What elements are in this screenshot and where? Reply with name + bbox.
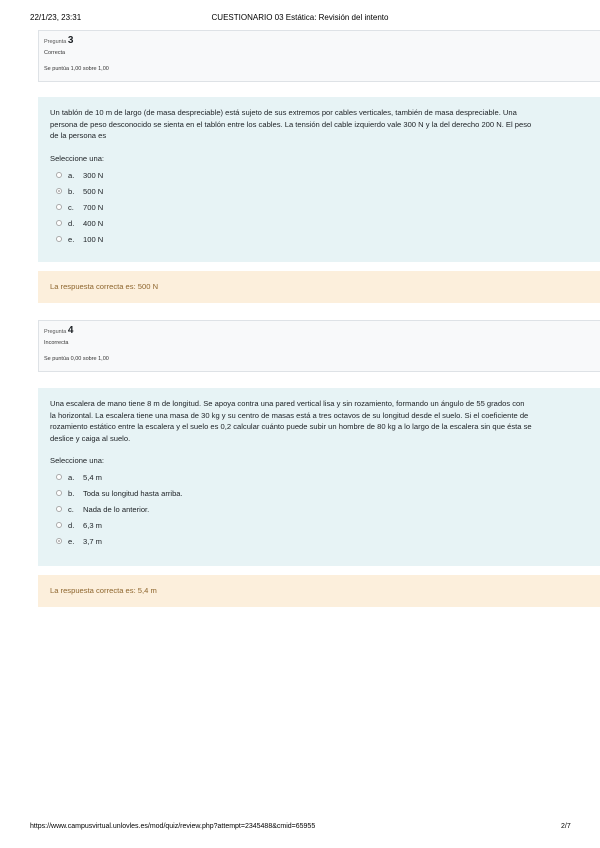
question-text: Una escalera de mano tiene 8 m de longitud. Se apoya contra una pared vertical lisa y sin rozamiento, formando un ángulo de 55 grados con la horizontal. La escalera tiene una masa de 30 kg y su centro de masas está a tres octavos de su longitud desde el suelo. Si el coeficiente de rozamiento estático entre la escalera y el suelo es 0,2 calcular cuánto puede subir un hombre de 80 kg a lo largo de la escalera sin que ésta se deslice y caiga al suelo. xyxy=(50,399,532,443)
answer-option-d[interactable]: d. 400 N xyxy=(50,216,588,232)
answer-option-c[interactable]: c. Nada de lo anterior. xyxy=(50,502,588,518)
question-number: Pregunta 3 xyxy=(44,35,74,46)
radio-button[interactable] xyxy=(56,172,62,178)
question-text: Un tablón de 10 m de largo (de masa despreciable) está sujeto de sus extremos por cables verticales, también de masa despreciable. Una persona de peso desconocido se sienta en el tablón entre los cables. La tensión del cable izquierdo vale 300 N y la del derecho 200 N. El peso de la persona es xyxy=(50,108,532,140)
answer-prompt: Seleccione una: xyxy=(50,456,105,465)
answer-option-e[interactable]: e. 100 N xyxy=(50,232,588,248)
question-info-3 xyxy=(38,30,600,82)
radio-button[interactable] xyxy=(56,474,62,480)
print-date: 22/1/23, 23:31 xyxy=(30,13,82,22)
page-url: https://www.campusvirtual.unlovles.es/mod/quiz/review.php?attempt=2345488&cmid=65955 xyxy=(30,823,316,830)
answer-option-b[interactable]: b. Toda su longitud hasta arriba. xyxy=(50,486,588,502)
right-answer-feedback: La respuesta correcta es: 500 N xyxy=(38,271,600,303)
question-grade: Se puntúa 1,00 sobre 1,00 xyxy=(44,66,109,72)
radio-button[interactable] xyxy=(56,506,62,512)
question-number-value: 3 xyxy=(67,35,74,46)
answer-option-a[interactable]: a. 5,4 m xyxy=(50,470,588,486)
answer-list xyxy=(50,470,588,550)
print-header xyxy=(0,13,600,25)
question-grade: Se puntúa 0,00 sobre 1,00 xyxy=(44,356,109,362)
page-number: 2/7 xyxy=(561,823,571,830)
answer-option-b[interactable]: b. 500 N xyxy=(50,184,588,200)
print-title: CUESTIONARIO 03 Estática: Revisión del intento xyxy=(211,13,389,22)
answer-option-c[interactable]: c. 700 N xyxy=(50,200,588,216)
question-state: Incorrecta xyxy=(44,340,69,346)
answer-list xyxy=(50,168,588,248)
question-info-4 xyxy=(38,320,600,372)
radio-button[interactable] xyxy=(56,522,62,528)
answer-prompt: Seleccione una: xyxy=(50,153,105,163)
answer-option-d[interactable]: d. 6,3 m xyxy=(50,518,588,534)
question-number: Pregunta 4 xyxy=(44,325,74,336)
question-state: Correcta xyxy=(44,50,66,56)
radio-button[interactable] xyxy=(56,204,62,210)
question-formulation-3 xyxy=(38,97,600,262)
question-number-value: 4 xyxy=(67,325,74,336)
right-answer-feedback: La respuesta correcta es: 5,4 m xyxy=(38,575,600,607)
question-formulation-4 xyxy=(38,388,600,566)
answer-option-a[interactable]: a. 300 N xyxy=(50,168,588,184)
radio-button[interactable] xyxy=(56,490,62,496)
radio-button-checked[interactable] xyxy=(56,188,62,194)
answer-option-e[interactable]: e. 3,7 m xyxy=(50,534,588,550)
radio-button[interactable] xyxy=(56,236,62,242)
radio-button-checked[interactable] xyxy=(56,538,62,544)
radio-button[interactable] xyxy=(56,220,62,226)
